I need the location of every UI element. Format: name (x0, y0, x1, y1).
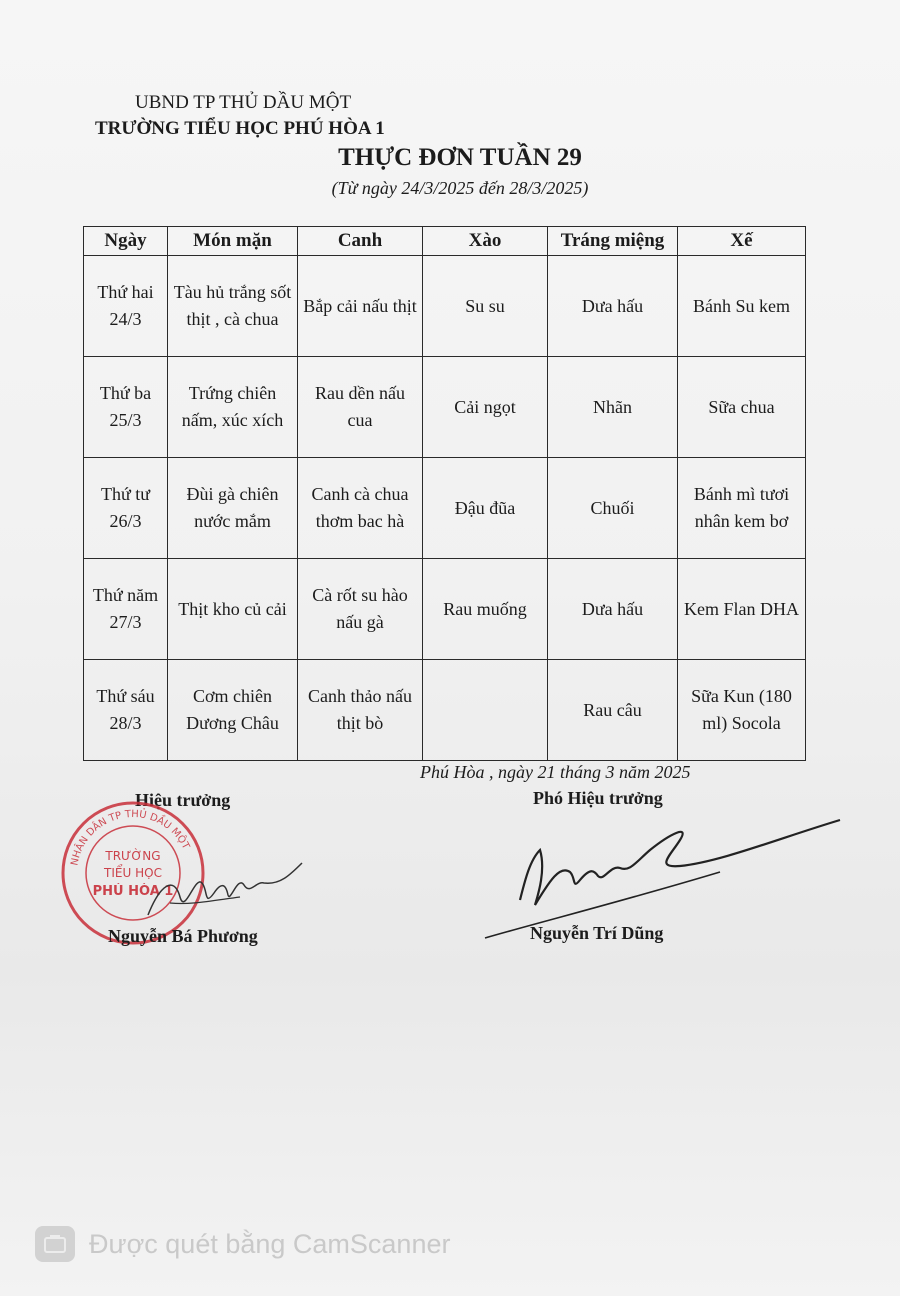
dessert-cell: Dưa hấu (548, 255, 678, 356)
principal-name: Nguyễn Bá Phương (108, 926, 258, 946)
camscanner-icon (35, 1226, 75, 1262)
day-name: Thứ sáu (96, 686, 155, 707)
dessert-cell: Nhãn (548, 356, 678, 457)
day-date: 26/3 (109, 510, 142, 531)
column-header-stir-fry: Xào (423, 227, 548, 256)
day-name: Thứ ba (99, 383, 152, 404)
dessert-cell: Chuối (548, 457, 678, 558)
main-dish-cell: Đùi gà chiên nước mắm (168, 457, 298, 558)
vice-principal-name: Nguyễn Trí Dũng (530, 923, 664, 943)
watermark-text: Được quét bằng CamScanner (89, 1228, 451, 1259)
stir-fry-cell: Cải ngọt (423, 356, 548, 457)
stir-fry-cell: Đậu đũa (423, 457, 548, 558)
snack-cell: Bánh Su kem (678, 255, 806, 356)
day-name: Thứ tư (100, 484, 150, 505)
table-row (84, 356, 806, 457)
stamp-text-line1: TRƯỜNG (105, 849, 161, 863)
day-cell (84, 659, 168, 760)
table-row (84, 255, 806, 356)
snack-cell: Bánh mì tươi nhân kem bơ (678, 457, 806, 558)
day-date: 27/3 (109, 611, 142, 632)
soup-cell: Cà rốt su hào nấu gà (298, 558, 423, 659)
dessert-cell: Dưa hấu (548, 558, 678, 659)
date-range-subtitle: (Từ ngày 24/3/2025 đến 28/3/2025) (331, 178, 589, 198)
vice-principal-role: Phó Hiệu trưởng (533, 788, 663, 808)
day-date: 24/3 (109, 308, 142, 329)
table-header-row (84, 227, 806, 256)
stir-fry-cell: Su su (423, 255, 548, 356)
table-row (84, 558, 806, 659)
stamp-text-line2: TIỂU HỌC (104, 866, 162, 880)
stamp-text-line3: PHÚ HÒA 1 (92, 884, 174, 899)
day-cell (84, 356, 168, 457)
table-row (84, 457, 806, 558)
column-header-dessert: Tráng miệng (548, 227, 678, 256)
soup-cell: Canh thảo nấu thịt bò (298, 659, 423, 760)
page-title: THỰC ĐƠN TUẦN 29 (338, 144, 582, 171)
stamp-ring-text: NHÂN DÂN TP THỦ DẦU MỘT (69, 808, 192, 867)
main-dish-cell: Cơm chiên Dương Châu (168, 659, 298, 760)
day-name: Thứ năm (92, 585, 159, 606)
dessert-cell: Rau câu (548, 659, 678, 760)
table-row (84, 659, 806, 760)
stir-fry-cell (423, 659, 548, 760)
column-header-main-dish: Món mặn (168, 227, 298, 256)
main-dish-cell: Trứng chiên nấm, xúc xích (168, 356, 298, 457)
principal-role: Hiệu trưởng (135, 790, 231, 810)
day-name: Thứ hai (97, 282, 154, 303)
authority-heading: UBND TP THỦ DẦU MỘT (135, 92, 352, 113)
day-date: 28/3 (109, 712, 142, 733)
menu-table (83, 226, 806, 761)
principal-signature (140, 845, 310, 935)
main-dish-cell: Thịt kho củ cải (168, 558, 298, 659)
camscanner-watermark (35, 1226, 450, 1262)
day-cell (84, 255, 168, 356)
soup-cell: Rau dền nấu cua (298, 356, 423, 457)
soup-cell: Canh cà chua thơm bac hà (298, 457, 423, 558)
vice-principal-signature (480, 810, 850, 940)
snack-cell: Sữa chua (678, 356, 806, 457)
day-cell (84, 558, 168, 659)
snack-cell: Kem Flan DHA (678, 558, 806, 659)
school-heading: TRƯỜNG TIỂU HỌC PHÚ HÒA 1 (95, 118, 385, 139)
snack-cell: Sữa Kun (180 ml) Socola (678, 659, 806, 760)
stir-fry-cell: Rau muống (423, 558, 548, 659)
day-date: 25/3 (109, 409, 142, 430)
column-header-snack: Xế (678, 227, 806, 256)
column-header-day: Ngày (84, 227, 168, 256)
column-header-soup: Canh (298, 227, 423, 256)
soup-cell: Bắp cải nấu thịt (298, 255, 423, 356)
main-dish-cell: Tàu hủ trắng sốt thịt , cà chua (168, 255, 298, 356)
day-cell (84, 457, 168, 558)
signing-date: Phú Hòa , ngày 21 tháng 3 năm 2025 (420, 762, 691, 782)
